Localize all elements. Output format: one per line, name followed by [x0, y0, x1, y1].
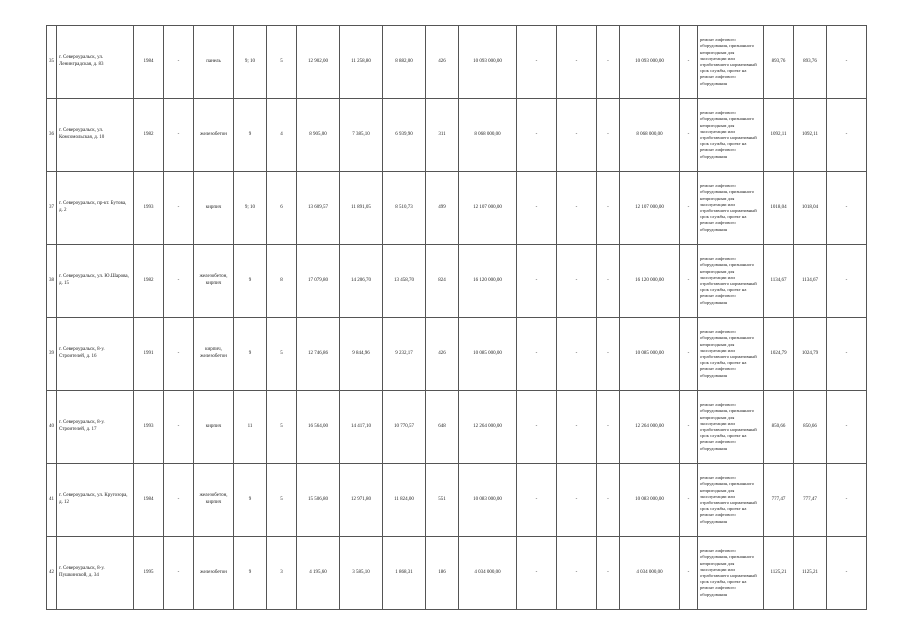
- work-type-cell: ремонт лифтового оборудования, признанного непригодным для эксплуатации или отработавшего нормативный срок службы, проект на ремонт лифтового оборудования: [698, 99, 764, 172]
- dash-cell: -: [517, 245, 557, 318]
- dash-cell: -: [597, 537, 620, 610]
- dash-cell: -: [557, 26, 597, 99]
- total-cost-cell: 12 264 000,00: [459, 391, 517, 464]
- dash-cell: -: [517, 99, 557, 172]
- residents-cell: 311: [426, 99, 459, 172]
- row-number: 35: [47, 26, 57, 99]
- dash-cell: -: [597, 464, 620, 537]
- total-area-cell: 13 609,57: [297, 172, 340, 245]
- dash-cell: -: [827, 464, 867, 537]
- dash-cell: -: [827, 318, 867, 391]
- area-cell: 9 232,17: [383, 318, 426, 391]
- max-unit-cost-cell: 1024,79: [794, 318, 827, 391]
- dash-cell: -: [827, 245, 867, 318]
- address-cell: г. Североуральск, 8-у. Строителей, д. 16: [57, 318, 134, 391]
- wall-material-cell: железобетон, кирпич: [194, 464, 234, 537]
- total-cost-cell: 10 093 000,00: [459, 26, 517, 99]
- dash-cell: -: [557, 537, 597, 610]
- total-cost-cell: 16 120 000,00: [459, 245, 517, 318]
- total-area-cell: 15 506,80: [297, 464, 340, 537]
- total-area-cell: 17 079,80: [297, 245, 340, 318]
- wall-material-cell: кирпич: [194, 172, 234, 245]
- area-cell: 14 206,70: [340, 245, 383, 318]
- dash-cell: -: [164, 172, 194, 245]
- dash-cell: -: [827, 172, 867, 245]
- area-cell: 14 417,10: [340, 391, 383, 464]
- dash-cell: -: [517, 537, 557, 610]
- dash-cell: -: [597, 318, 620, 391]
- dash-cell: -: [164, 26, 194, 99]
- unit-cost-cell: 1092,11: [764, 99, 794, 172]
- total-area-cell: 12 746,86: [297, 318, 340, 391]
- floors-cell: 9: [234, 245, 267, 318]
- dash-cell: -: [557, 245, 597, 318]
- work-type-cell: ремонт лифтового оборудования, признанного непригодным для эксплуатации или отработавшего нормативный срок службы, проект на ремонт лифтового оборудования: [698, 318, 764, 391]
- wall-material-cell: железобетон, кирпич: [194, 245, 234, 318]
- area-cell: 11 258,80: [340, 26, 383, 99]
- year-built-cell: 1982: [134, 245, 164, 318]
- residents-cell: 824: [426, 245, 459, 318]
- dash-cell: -: [827, 99, 867, 172]
- address-cell: г. Североуральск, ул. Ленинградская, д. 83: [57, 26, 134, 99]
- area-cell: 11 824,00: [383, 464, 426, 537]
- total-cost-cell: 8 068 000,00: [459, 99, 517, 172]
- dash-cell: -: [517, 26, 557, 99]
- residents-cell: 499: [426, 172, 459, 245]
- address-cell: г. Североуральск, ул. Ю.Шарова, д. 15: [57, 245, 134, 318]
- table-row: [47, 391, 867, 464]
- dash-cell: -: [557, 391, 597, 464]
- dash-cell: -: [517, 391, 557, 464]
- table-row: [47, 464, 867, 537]
- fund-cost-cell: 10 083 000,00: [620, 464, 680, 537]
- fund-cost-cell: 10 085 000,00: [620, 318, 680, 391]
- entrances-cell: 5: [267, 26, 297, 99]
- fund-cost-cell: 10 093 000,00: [620, 26, 680, 99]
- floors-cell: 9: [234, 318, 267, 391]
- area-cell: 6 939,90: [383, 99, 426, 172]
- work-type-cell: ремонт лифтового оборудования, признанного непригодным для эксплуатации или отработавшего нормативный срок службы, проект на ремонт лифтового оборудования: [698, 245, 764, 318]
- area-cell: 11 891,05: [340, 172, 383, 245]
- area-cell: 13 458,70: [383, 245, 426, 318]
- dash-cell: -: [680, 318, 698, 391]
- wall-material-cell: панель: [194, 26, 234, 99]
- max-unit-cost-cell: 850,66: [794, 391, 827, 464]
- dash-cell: -: [597, 391, 620, 464]
- year-built-cell: 1993: [134, 172, 164, 245]
- dash-cell: -: [680, 464, 698, 537]
- unit-cost-cell: 777,47: [764, 464, 794, 537]
- unit-cost-cell: 1134,67: [764, 245, 794, 318]
- address-cell: г. Североуральск, 8-у. Строителей, д. 17: [57, 391, 134, 464]
- fund-cost-cell: 12 264 000,00: [620, 391, 680, 464]
- year-built-cell: 1995: [134, 537, 164, 610]
- unit-cost-cell: 1018,04: [764, 172, 794, 245]
- entrances-cell: 3: [267, 537, 297, 610]
- dash-cell: -: [827, 391, 867, 464]
- table-row: [47, 172, 867, 245]
- area-cell: 3 585,10: [340, 537, 383, 610]
- residents-cell: 426: [426, 318, 459, 391]
- residents-cell: 551: [426, 464, 459, 537]
- wall-material-cell: железобетон: [194, 99, 234, 172]
- entrances-cell: 6: [267, 172, 297, 245]
- work-type-cell: ремонт лифтового оборудования, признанного непригодным для эксплуатации или отработавшего нормативный срок службы, проект на ремонт лифтового оборудования: [698, 537, 764, 610]
- row-number: 40: [47, 391, 57, 464]
- residents-cell: 186: [426, 537, 459, 610]
- total-cost-cell: 4 034 000,00: [459, 537, 517, 610]
- floors-cell: 9: [234, 99, 267, 172]
- max-unit-cost-cell: 1125,21: [794, 537, 827, 610]
- work-type-cell: ремонт лифтового оборудования, признанного непригодным для эксплуатации или отработавшего нормативный срок службы, проект на ремонт лифтового оборудования: [698, 391, 764, 464]
- area-cell: 9 844,96: [340, 318, 383, 391]
- year-built-cell: 1984: [134, 464, 164, 537]
- wall-material-cell: кирпич, железобетон: [194, 318, 234, 391]
- total-area-cell: 16 564,00: [297, 391, 340, 464]
- dash-cell: -: [557, 172, 597, 245]
- dash-cell: -: [680, 245, 698, 318]
- dash-cell: -: [164, 391, 194, 464]
- year-built-cell: 1991: [134, 318, 164, 391]
- work-type-cell: ремонт лифтового оборудования, признанного непригодным для эксплуатации или отработавшего нормативный срок службы, проект на ремонт лифтового оборудования: [698, 26, 764, 99]
- dash-cell: -: [557, 464, 597, 537]
- residents-cell: 648: [426, 391, 459, 464]
- table-body: [47, 26, 867, 610]
- floors-cell: 9: [234, 537, 267, 610]
- dash-cell: -: [517, 464, 557, 537]
- dash-cell: -: [680, 391, 698, 464]
- unit-cost-cell: 893,76: [764, 26, 794, 99]
- work-type-cell: ремонт лифтового оборудования, признанного непригодным для эксплуатации или отработавшего нормативный срок службы, проект на ремонт лифтового оборудования: [698, 172, 764, 245]
- year-built-cell: 1982: [134, 99, 164, 172]
- dash-cell: -: [557, 318, 597, 391]
- dash-cell: -: [597, 172, 620, 245]
- row-number: 37: [47, 172, 57, 245]
- address-cell: г. Североуральск, ул. Кругозора, д. 12: [57, 464, 134, 537]
- dash-cell: -: [680, 537, 698, 610]
- year-built-cell: 1993: [134, 391, 164, 464]
- unit-cost-cell: 1125,21: [764, 537, 794, 610]
- row-number: 36: [47, 99, 57, 172]
- area-cell: 1 868,31: [383, 537, 426, 610]
- dash-cell: -: [164, 245, 194, 318]
- area-cell: 10 770,57: [383, 391, 426, 464]
- dash-cell: -: [680, 172, 698, 245]
- table-row: [47, 26, 867, 99]
- wall-material-cell: кирпич: [194, 391, 234, 464]
- area-cell: 12 971,80: [340, 464, 383, 537]
- fund-cost-cell: 8 068 000,00: [620, 99, 680, 172]
- total-area-cell: 8 905,00: [297, 99, 340, 172]
- max-unit-cost-cell: 893,76: [794, 26, 827, 99]
- fund-cost-cell: 12 107 000,00: [620, 172, 680, 245]
- residents-cell: 426: [426, 26, 459, 99]
- dash-cell: -: [827, 537, 867, 610]
- unit-cost-cell: 1024,79: [764, 318, 794, 391]
- total-area-cell: 4 195,60: [297, 537, 340, 610]
- entrances-cell: 8: [267, 245, 297, 318]
- dash-cell: -: [164, 537, 194, 610]
- dash-cell: -: [680, 26, 698, 99]
- area-cell: 7 385,10: [340, 99, 383, 172]
- fund-cost-cell: 4 034 000,00: [620, 537, 680, 610]
- row-number: 41: [47, 464, 57, 537]
- row-number: 42: [47, 537, 57, 610]
- dash-cell: -: [164, 99, 194, 172]
- dash-cell: -: [164, 318, 194, 391]
- dash-cell: -: [680, 99, 698, 172]
- floors-cell: 9; 10: [234, 172, 267, 245]
- entrances-cell: 5: [267, 464, 297, 537]
- area-cell: 8 510,73: [383, 172, 426, 245]
- floors-cell: 9: [234, 464, 267, 537]
- area-cell: 8 882,00: [383, 26, 426, 99]
- total-cost-cell: 10 085 000,00: [459, 318, 517, 391]
- dash-cell: -: [164, 464, 194, 537]
- dash-cell: -: [597, 99, 620, 172]
- entrances-cell: 5: [267, 318, 297, 391]
- max-unit-cost-cell: 1092,11: [794, 99, 827, 172]
- dash-cell: -: [517, 318, 557, 391]
- address-cell: г. Североуральск, ул. Комсомольская, д. 10: [57, 99, 134, 172]
- table-row: [47, 537, 867, 610]
- max-unit-cost-cell: 777,47: [794, 464, 827, 537]
- dash-cell: -: [827, 26, 867, 99]
- address-cell: г. Североуральск, 8-у. Пушкинской, д. 34: [57, 537, 134, 610]
- table-row: [47, 318, 867, 391]
- max-unit-cost-cell: 1018,04: [794, 172, 827, 245]
- row-number: 39: [47, 318, 57, 391]
- entrances-cell: 5: [267, 391, 297, 464]
- max-unit-cost-cell: 1134,67: [794, 245, 827, 318]
- wall-material-cell: железобетон: [194, 537, 234, 610]
- floors-cell: 9; 10: [234, 26, 267, 99]
- floors-cell: 11: [234, 391, 267, 464]
- dash-cell: -: [557, 99, 597, 172]
- work-type-cell: ремонт лифтового оборудования, признанного непригодным для эксплуатации или отработавшего нормативный срок службы, проект на ремонт лифтового оборудования: [698, 464, 764, 537]
- dash-cell: -: [597, 245, 620, 318]
- row-number: 38: [47, 245, 57, 318]
- dash-cell: -: [597, 26, 620, 99]
- entrances-cell: 4: [267, 99, 297, 172]
- table-row: [47, 245, 867, 318]
- unit-cost-cell: 850,66: [764, 391, 794, 464]
- fund-cost-cell: 16 120 000,00: [620, 245, 680, 318]
- table-row: [47, 99, 867, 172]
- total-cost-cell: 12 107 000,00: [459, 172, 517, 245]
- total-cost-cell: 10 083 000,00: [459, 464, 517, 537]
- dash-cell: -: [517, 172, 557, 245]
- year-built-cell: 1984: [134, 26, 164, 99]
- total-area-cell: 12 902,00: [297, 26, 340, 99]
- capital-repair-table: [46, 25, 867, 610]
- address-cell: г. Североуральск, пр-кт. Бутова, д. 2: [57, 172, 134, 245]
